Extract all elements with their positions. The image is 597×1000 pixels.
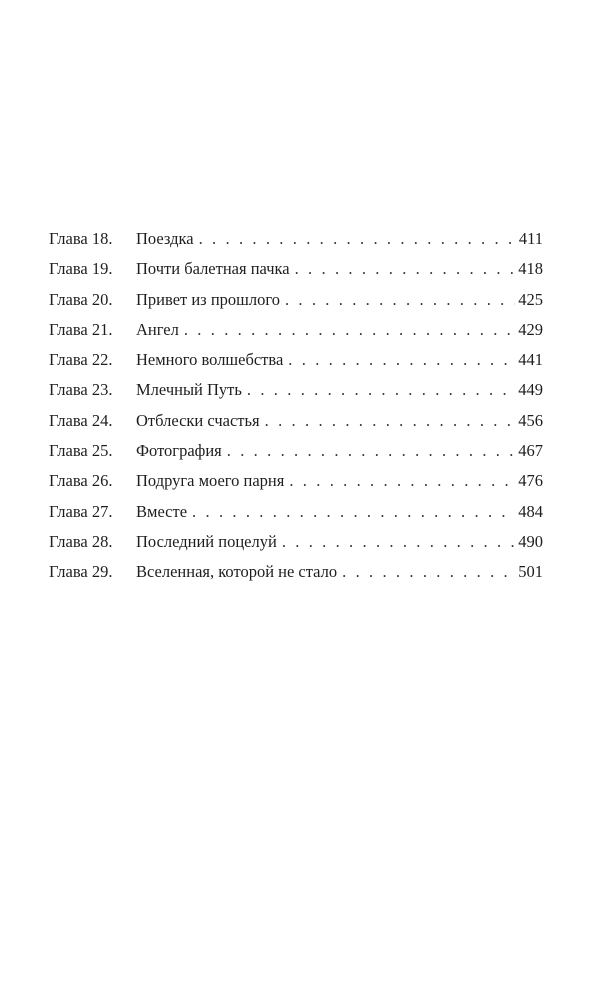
chapter-title: Почти балетная пачка (136, 259, 290, 279)
toc-entry (49, 315, 543, 345)
dot-leader (227, 436, 515, 466)
page-number: 425 (518, 289, 543, 309)
dot-leader (295, 254, 516, 284)
toc-entry (49, 466, 543, 496)
chapter-number: Глава 20. (49, 289, 113, 309)
page-number: 456 (518, 410, 543, 430)
chapter-number: Глава 19. (49, 259, 113, 279)
toc-entry (49, 406, 543, 436)
chapter-title: Отблески счастья (136, 410, 260, 430)
dot-leader (289, 466, 515, 496)
chapter-title: Подруга моего парня (136, 471, 285, 491)
dot-leader (184, 315, 515, 345)
chapter-number: Глава 27. (49, 501, 113, 521)
chapter-number: Глава 21. (49, 319, 113, 339)
dot-leader (288, 345, 515, 375)
dot-leader (282, 527, 515, 557)
chapter-number: Глава 29. (49, 562, 113, 582)
dot-leader (265, 406, 516, 436)
chapter-title: Последний поцелуй (136, 531, 277, 551)
toc-entry (49, 557, 543, 587)
chapter-title: Млечный Путь (136, 380, 242, 400)
chapter-number: Глава 23. (49, 380, 113, 400)
chapter-title: Ангел (136, 319, 179, 339)
page-number: 467 (518, 441, 543, 461)
table-of-contents (49, 224, 543, 588)
chapter-title: Вселенная, которой не стало (136, 562, 338, 582)
chapter-number: Глава 24. (49, 410, 113, 430)
page-number: 441 (518, 350, 543, 370)
toc-entry (49, 436, 543, 466)
dot-leader (247, 375, 515, 405)
dot-leader (342, 557, 515, 587)
toc-entry (49, 375, 543, 405)
dot-leader (285, 285, 515, 315)
dot-leader (199, 224, 516, 254)
toc-entry (49, 345, 543, 375)
page-number: 418 (518, 259, 543, 279)
toc-entry (49, 497, 543, 527)
page-number: 449 (518, 380, 543, 400)
chapter-number: Глава 22. (49, 350, 113, 370)
chapter-title: Вместе (136, 501, 188, 521)
toc-entry (49, 527, 543, 557)
page-number: 484 (518, 501, 543, 521)
page-number: 476 (518, 471, 543, 491)
chapter-number: Глава 25. (49, 441, 113, 461)
chapter-number: Глава 18. (49, 229, 113, 248)
toc-entry (49, 254, 543, 284)
toc-entry (49, 224, 543, 254)
chapter-title: Поездка (136, 229, 194, 248)
page-number: 429 (518, 319, 543, 339)
chapter-title: Немного волшебства (136, 350, 284, 370)
page-number: 501 (518, 562, 543, 582)
page-number: 490 (518, 531, 543, 551)
toc-entry (49, 285, 543, 315)
chapter-title: Привет из прошлого (136, 289, 280, 309)
page-number: 411 (518, 229, 543, 248)
chapter-number: Глава 26. (49, 471, 113, 491)
dot-leader (192, 497, 515, 527)
chapter-title: Фотография (136, 441, 222, 461)
chapter-number: Глава 28. (49, 531, 113, 551)
